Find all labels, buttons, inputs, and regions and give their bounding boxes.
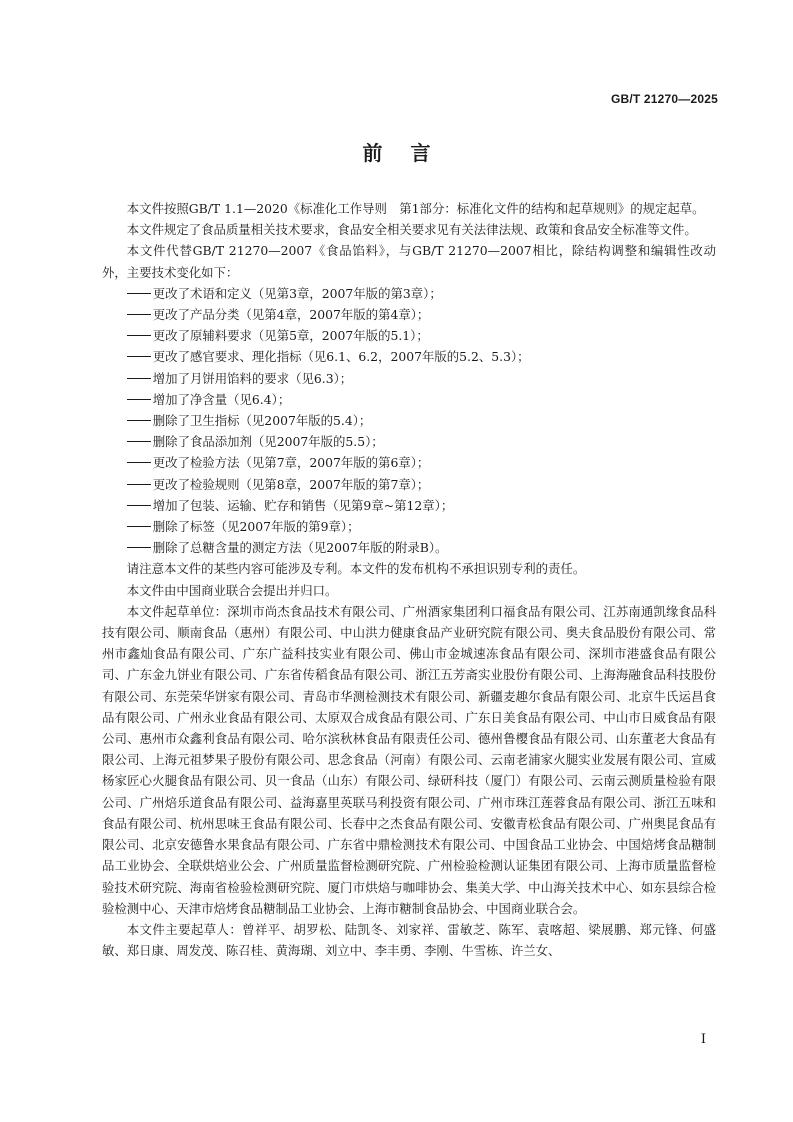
list-item-text: 删除了卫生指标（见2007年版的5.4）； xyxy=(152,413,372,429)
list-item-text: 删除了食品添加剂（见2007年版的5.5）； xyxy=(152,434,384,450)
dash-bullet xyxy=(127,526,151,527)
dash-bullet xyxy=(127,505,151,506)
list-item-text: 增加了月饼用馅料的要求（见6.3）； xyxy=(152,370,353,386)
list-item-text: 更改了感官要求、理化指标（见6.1、6.2，2007年版的5.2、5.3）； xyxy=(152,349,530,365)
dash-bullet xyxy=(127,378,151,379)
list-item-text: 删除了标签（见2007年版的第9章）； xyxy=(152,519,360,535)
list-item-text: 更改了术语和定义（见第3章，2007年版的第3章）； xyxy=(152,285,442,301)
intro-paragraph-3: 本文件代替GB/T 21270—2007《食品馅料》，与GB/T 21270—2007相比，除结构调整和编辑性改动外，主要技术变化如下： xyxy=(102,243,716,280)
list-item-text: 更改了检验方法（见第7章，2007年版的第6章）； xyxy=(152,455,430,471)
list-item xyxy=(102,410,716,431)
dash-bullet xyxy=(127,314,151,315)
list-item xyxy=(102,452,716,473)
dash-bullet xyxy=(127,356,151,357)
technical-changes-list xyxy=(102,283,716,559)
document-body xyxy=(102,198,716,961)
list-item xyxy=(102,304,716,325)
list-item-text: 更改了原辅料要求（见第5章，2007年版的5.1）； xyxy=(152,328,429,344)
list-item-text: 删除了总糖含量的测定方法（见2007年版的附录B）。 xyxy=(152,540,448,556)
patent-notice-paragraph: 请注意本文件的某些内容可能涉及专利。本文件的发布机构不承担识别专利的责任。 xyxy=(126,561,586,577)
list-item xyxy=(102,516,716,537)
intro-paragraph-1: 本文件按照GB/T 1.1—2020《标准化工作导则 第1部分：标准化文件的结构和起草规则》的规定起草。 xyxy=(126,201,705,216)
intro-paragraph-2: 本文件规定了食品质量相关技术要求，食品安全相关要求见有关法律法规、政策和食品安全标准等文件。 xyxy=(126,222,697,238)
list-item-text: 增加了净含量（见6.4）； xyxy=(152,391,291,407)
list-item-text: 增加了包装、运输、贮存和销售（见第9章~第12章）； xyxy=(152,497,454,513)
dash-bullet xyxy=(127,462,151,463)
list-item xyxy=(102,495,716,516)
proposer-paragraph: 本文件由中国商业联合会提出并归口。 xyxy=(126,582,338,598)
list-item xyxy=(102,431,716,452)
list-item-text: 更改了检验规则（见第8章，2007年版的第7章）； xyxy=(152,476,430,492)
dash-bullet xyxy=(127,484,151,485)
list-item xyxy=(102,346,716,367)
dash-bullet xyxy=(127,293,151,294)
drafters-paragraph: 本文件主要起草人：曾祥平、胡罗松、陆凯冬、刘家祥、雷敏芝、陈军、袁喀超、梁展鹏、郑元锋、何盛敏、郑日康、周发茂、陈召桂、黄海瑚、刘立中、李丰勇、李刚、牛雪栋、许兰女、 xyxy=(102,921,716,959)
page-number: I xyxy=(700,1032,706,1047)
list-item xyxy=(102,537,716,558)
list-item-text: 更改了产品分类（见第4章，2007年版的第4章）； xyxy=(152,307,430,323)
dash-bullet xyxy=(127,399,151,400)
dash-bullet xyxy=(127,441,151,442)
dash-bullet xyxy=(127,335,151,336)
list-item xyxy=(102,368,716,389)
list-item xyxy=(102,389,716,410)
drafting-units-paragraph: 本文件起草单位：深圳市尚杰食品技术有限公司、广州酒家集团利口福食品有限公司、江苏南通凯缘食品科技有限公司、顺南食品（惠州）有限公司、中山洪力健康食品产业研究院有限公司、奥夫食品股份有限公司、常州市鑫灿食品有限公司、广东广益科技实业有限公司、佛山市金城速冻食品有限公司、深圳市港盛食品有限公司、广东金九饼业有限公司、广东省传稻食品有限公司、浙江五芳斋实业股份有限公司、上海海融食品科技股份有限公司、东莞荣华饼家有限公司、青岛市华测检测技术有限公司、新疆麦趣尔食品有限公司、北京牛氏运昌食品有限公司、广州永业食品有限公司、太原双合成食品有限公司、广东日美食品有限公司、中山市日威食品有限公司、惠州市众鑫利食品有限公司、哈尔滨秋林食品有限责任公司、德州鲁樱食品有限公司、山东董老大食品有限公司、上海元祖梦果子股份有限公司、思念食品（河南）有限公司、云南老浦家火腿实业发展有限公司、宣威杨家匠心火腿食品有限公司、贝一食品（山东）有限公司、绿研科技（厦门）有限公司、云南云测质量检验有限公司、广州焙乐道食品有限公司、益海嘉里英联马利投资有限公司、广州市珠江莲蓉食品有限公司、浙江五味和食品有限公司、杭州思味王食品有限公司、长春中之杰食品有限公司、安徽青松食品有限公司、广州奥昆食品有限公司、北京安德鲁水果食品有限公司、广东省中鼎检测技术有限公司、中国食品工业协会、中国焙烤食品糖制品工业协会、全联烘焙业公会、广州质量监督检测研究院、广州检验检测认证集团有限公司、上海市质量监督检验技术研究院、海南省检验检测研究院、厦门市烘焙与咖啡协会、集美大学、中山海关技术中心、如东县综合检验检测中心、天津市焙烤食品糖制品工业协会、上海市糖制食品协会、中国商业联合会。 xyxy=(102,603,716,916)
standard-code: GB/T 21270—2025 xyxy=(610,92,718,106)
dash-bullet xyxy=(127,547,151,548)
list-item xyxy=(102,474,716,495)
dash-bullet xyxy=(127,420,151,421)
list-item xyxy=(102,325,716,346)
list-item xyxy=(102,283,716,304)
page-title: 前言 xyxy=(362,141,459,165)
